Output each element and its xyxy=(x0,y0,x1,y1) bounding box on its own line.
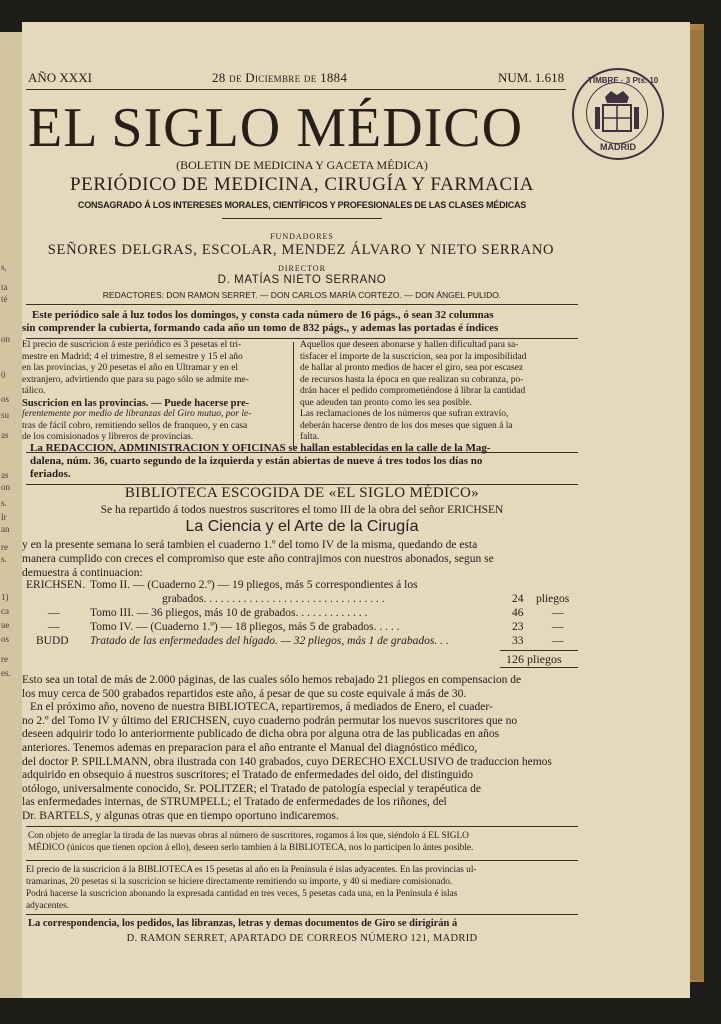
table-row xyxy=(26,620,586,634)
issue-year: AÑO XXXI xyxy=(28,70,92,85)
prev-page-fragment: su xyxy=(1,410,10,420)
right-column-line: falta. xyxy=(300,432,320,442)
header-rule xyxy=(26,89,566,90)
right-column-line: Las reclamaciones de los números que sufran extravío, xyxy=(300,409,509,419)
prev-page-fragment: an xyxy=(1,524,10,534)
masthead-rule xyxy=(26,304,578,305)
right-column-line: deberán hacerse dentro de los dos meses que siguen á la xyxy=(300,420,513,431)
table-unit: — xyxy=(552,607,564,619)
note-line: MÉDICO (únicos que tienen opcion á ello), deseen serlo tambien á la BIBLIOTECA, nos lo participen lo ántes posible. xyxy=(28,843,474,853)
footer-address: D. RAMON SERRET, APARTADO DE CORREOS NÚMERO 121, MADRID xyxy=(126,933,478,944)
body-line: deseen adquirir todo lo anteriormente publicado de dicha obra por alguna otra de las publicadas en años xyxy=(22,728,500,741)
right-column-line: Aquellos que deseen abonarse y hallen dificultad para sa- xyxy=(300,340,519,350)
director-label: DIRECTOR xyxy=(278,264,326,273)
founders-names: SEÑORES DELGRAS, ESCOLAR, MENDEZ ÁLVARO Y NIETO SERRANO xyxy=(47,242,555,258)
pliegos-table xyxy=(26,578,586,648)
intro-line: Este periódico sale á luz todos los domingos, y consta cada número de 16 págs., ó sean 32 columnas xyxy=(32,309,494,321)
issue-date: 28 de Diciembre de 1884 xyxy=(212,70,348,85)
table-row xyxy=(26,606,586,620)
page-edge-shadow xyxy=(690,30,704,980)
biblioteca-line: demuestra á continuacion: xyxy=(22,567,143,579)
body-rule xyxy=(26,826,578,827)
table-qty: 23 xyxy=(512,621,524,633)
masthead-subtitle: (BOLETIN DE MEDICINA Y GACETA MÉDICA) xyxy=(176,158,428,172)
note-prices xyxy=(26,864,477,912)
table-desc: Tomo II. — (Cuaderno 2.º) — 19 pliegos, más 5 correspondientes á los xyxy=(90,579,418,591)
table-desc: Tomo IV. — (Cuaderno 1.º) — 18 pliegos, más 5 de grabados. . . . . xyxy=(90,621,400,633)
table-row xyxy=(26,592,586,606)
editors-line: REDACTORES: DON RAMON SERRET. — DON CARLOS MARÍA CORTEZO. — DON ÁNGEL PULIDO. xyxy=(102,290,502,300)
redaccion-line: La REDACCION, ADMINISTRACION Y OFICINAS se hallan establecidas en la calle de la Mag- xyxy=(30,442,491,454)
table-author: — xyxy=(48,607,60,619)
left-column-line: en las provincias, y 20 pesetas el año en Ultramar y en el xyxy=(22,363,239,373)
table-row xyxy=(26,634,586,648)
newspaper-page xyxy=(22,22,690,998)
left-column-line: de los comisionados y libreros de provincias. xyxy=(22,432,194,442)
prev-page-fragment: s. xyxy=(1,498,7,508)
left-column-line: El precio de suscricion á este periódico es 3 pesetas el tri- xyxy=(22,340,242,350)
tax-stamp xyxy=(572,68,664,160)
table-author: BUDD xyxy=(36,635,69,647)
column-divider xyxy=(293,342,294,448)
right-column-line: que adeuden tan pronto como les sea posible. xyxy=(300,397,473,408)
prev-page-fragment: ue xyxy=(1,620,10,630)
prev-page-fragment: on xyxy=(1,482,10,492)
left-column-line: mestre en Madrid; 4 el trimestre, 8 el semestre y 15 el año xyxy=(22,351,243,362)
note-rule xyxy=(26,860,578,861)
prices-rule xyxy=(26,914,578,915)
prev-page-fragment: os xyxy=(1,634,10,644)
body-line: no 2.º del Tomo IV y último del ERICHSEN, cuyo cuaderno podrán permutar los nuevos suscritores que no xyxy=(22,714,518,727)
body-line: del doctor P. SPILLMANN, obra ilustrada con 140 grabados, cuyo DERECHO EXCLUSIVO de traduccion hemos xyxy=(22,755,552,768)
issue-number: NUM. 1.618 xyxy=(498,70,565,85)
prev-page-fragment: ta xyxy=(1,282,8,292)
previous-page-edge xyxy=(0,32,22,998)
biblioteca-line: manera cumplido con creces el compromiso que este año contrajimos con nuestros abonados, segun se xyxy=(22,553,494,565)
crown-shield-icon xyxy=(586,82,648,144)
body-line: anteriores. Tenemos ademas en preparacion para el año entrante el Manual del diagnóstico médico, xyxy=(22,741,478,754)
right-column xyxy=(300,340,582,444)
table-desc: grabados. . . . . . . . . . . . . . . . . . . . . . . . . . . . . . . . xyxy=(162,593,385,605)
prev-page-fragment: 0 xyxy=(1,370,6,380)
body-line: adquirido en obsequio á nuestros suscritores; el Tratado de enfermedades del oido, del distinguido xyxy=(22,769,473,782)
table-unit: — xyxy=(552,635,564,647)
body-line: Esto sea un total de más de 2.000 páginas, de las cuales sólo hemos rebajado 21 pliegos en compensacion de xyxy=(22,674,522,686)
redaccion-line: dalena, núm. 36, cuarto segundo de la izquierda y están abiertas de nueve á tres todos los días no xyxy=(30,455,483,467)
stamp-top-text: TIMBRE · 3 Pts. 10 xyxy=(588,76,659,85)
intro-rule xyxy=(26,338,578,339)
table-qty: 33 xyxy=(512,635,524,647)
biblioteca-lines xyxy=(22,538,494,580)
right-column-line: tisfacer el importe de la suscricion, sea por la imposibilidad xyxy=(300,351,527,362)
table-author: ERICHSEN. xyxy=(26,579,86,591)
total-pliegos: 126 pliegos xyxy=(506,652,562,666)
stamp-bottom-text: MADRID xyxy=(600,142,636,152)
prev-page-fragment: as xyxy=(1,430,9,440)
total-rule-bottom xyxy=(500,667,578,668)
note-line: El precio de la suscricion á la BIBLIOTECA es 15 pesetas al año en la Península é islas adyacentes. En las provincias ul- xyxy=(26,865,477,875)
body-line: En el próximo año, noveno de nuestra BIBLIOTECA, repartiremos, á mediados de Enero, el cuader- xyxy=(30,701,493,714)
right-column-line: drán hacer el pedido comprometiéndose á librar la cantidad xyxy=(300,386,526,396)
prev-page-fragment: s. xyxy=(1,554,7,564)
note-line: Con objeto de arreglar la tirada de las nuevas obras al número de suscritores, rogamos á los que, siéndolo á EL SIGLO xyxy=(28,831,469,841)
prev-page-fragment: re xyxy=(1,542,8,552)
prev-page-fragment: s, xyxy=(1,262,7,272)
note-subscribers xyxy=(28,830,473,854)
prev-page-fragment: as xyxy=(1,470,9,480)
masthead-title: EL SIGLO MÉDICO xyxy=(28,97,524,159)
prev-page-fragment: lr xyxy=(1,512,7,522)
left-column xyxy=(22,340,290,444)
body-line: las enfermedades internas, de STRUMPELL; el Tratado de enfermedades de los riñones, del xyxy=(22,796,447,809)
note-line: tramarinas, 20 pesetas si la suscricion se hiciere directamente remitiendo su importe, y 40 si mediare comisionado. xyxy=(26,877,453,887)
table-unit: pliegos xyxy=(536,593,570,605)
prev-page-fragment: os xyxy=(1,394,10,404)
biblioteca-intro: Se ha repartido á todos nuestros suscritores el tomo III de la obra del señor ERICHSEN xyxy=(100,504,504,516)
prev-page-fragment: es. xyxy=(1,668,11,678)
prev-page-fragment: ca xyxy=(1,606,9,616)
note-line: Podrá hacerse la suscricion abonando la expresada cantidad en tres veces, 5 pesetas cada una, en la Península é islas xyxy=(26,889,458,899)
note-line: adyacentes. xyxy=(26,901,70,911)
intro-line: sin comprender la cubierta, formando cada año un tomo de 832 págs., y ademas las portadas é índices xyxy=(22,322,499,334)
body-line: Dr. BARTELS, y algunas otras que en tiempo oportuno indicaremos. xyxy=(22,809,339,822)
body-line: los muy cerca de 500 grabados repartidos este año, á pesar de que su coste equivale á más de 30. xyxy=(22,687,467,700)
table-author: — xyxy=(48,621,60,633)
masthead-dedication: CONSAGRADO Á LOS INTERESES MORALES, CIENTÍFICOS Y PROFESIONALES DE LAS CLASES MÉDICAS xyxy=(77,200,527,210)
biblioteca-title: BIBLIOTECA ESCOGIDA DE «EL SIGLO MÉDICO» xyxy=(124,485,480,501)
left-column-line: tálico. xyxy=(22,386,46,396)
biblioteca-line: y en la presente semana lo será tambien el cuaderno 1.º del tomo IV de la misma, quedando de esta xyxy=(22,539,478,551)
founders-label: FUNDADORES xyxy=(270,232,334,241)
table-row xyxy=(26,578,586,592)
prev-page-fragment: té xyxy=(1,294,8,304)
footer-line: La correspondencia, los pedidos, las libranzas, letras y demas documentos de Giro se dirigirán á xyxy=(28,918,458,929)
table-qty: 46 xyxy=(512,607,524,619)
table-unit: — xyxy=(552,621,564,633)
director-name: D. MATÍAS NIETO SERRANO xyxy=(217,274,387,286)
masthead-divider xyxy=(222,218,382,219)
prev-page-fragment: 1) xyxy=(1,592,9,602)
table-desc: Tratado de las enfermedades del hígado. — 32 pliegos, más 1 de grabados. . . xyxy=(90,635,449,647)
redaccion-block xyxy=(30,442,491,481)
body-text xyxy=(22,674,552,824)
right-column-line: de recursos hasta la época en que realizan su cobranza, po- xyxy=(300,374,524,385)
total-rule xyxy=(500,650,578,651)
right-column-line: de hallar al pronto medios de hacer el giro, sea por escasez xyxy=(300,363,524,373)
body-line: otólogo, universalmente conocido, Sr. POLITZER; el Tratado de patología especial y terapéutica de xyxy=(22,782,481,795)
table-qty: 24 xyxy=(512,593,524,605)
left-column-line: ferentemente por medio de libranzas del Giro mutuo, por le- xyxy=(22,409,252,419)
table-desc: Tomo III. — 36 pliegos, más 10 de grabados. . . . . . . . . . . . . xyxy=(90,607,368,619)
biblioteca-heading: La Ciencia y el Arte de la Cirugía xyxy=(185,518,419,535)
prev-page-fragment: re xyxy=(1,654,8,664)
redaccion-line: feriados. xyxy=(30,468,71,480)
left-column-line: tras de fácil cobro, remitiendo sellos de franqueo, y en casa xyxy=(22,420,248,431)
prev-page-fragment: on xyxy=(1,334,10,344)
masthead-tagline: PERIÓDICO DE MEDICINA, CIRUGÍA Y FARMACIA xyxy=(69,174,535,195)
left-column-line: extranjero, advirtiendo que para su pago sólo se admite me- xyxy=(22,374,249,385)
left-column-line: Suscricion en las provincias. — Puede hacerse pre- xyxy=(22,397,250,409)
